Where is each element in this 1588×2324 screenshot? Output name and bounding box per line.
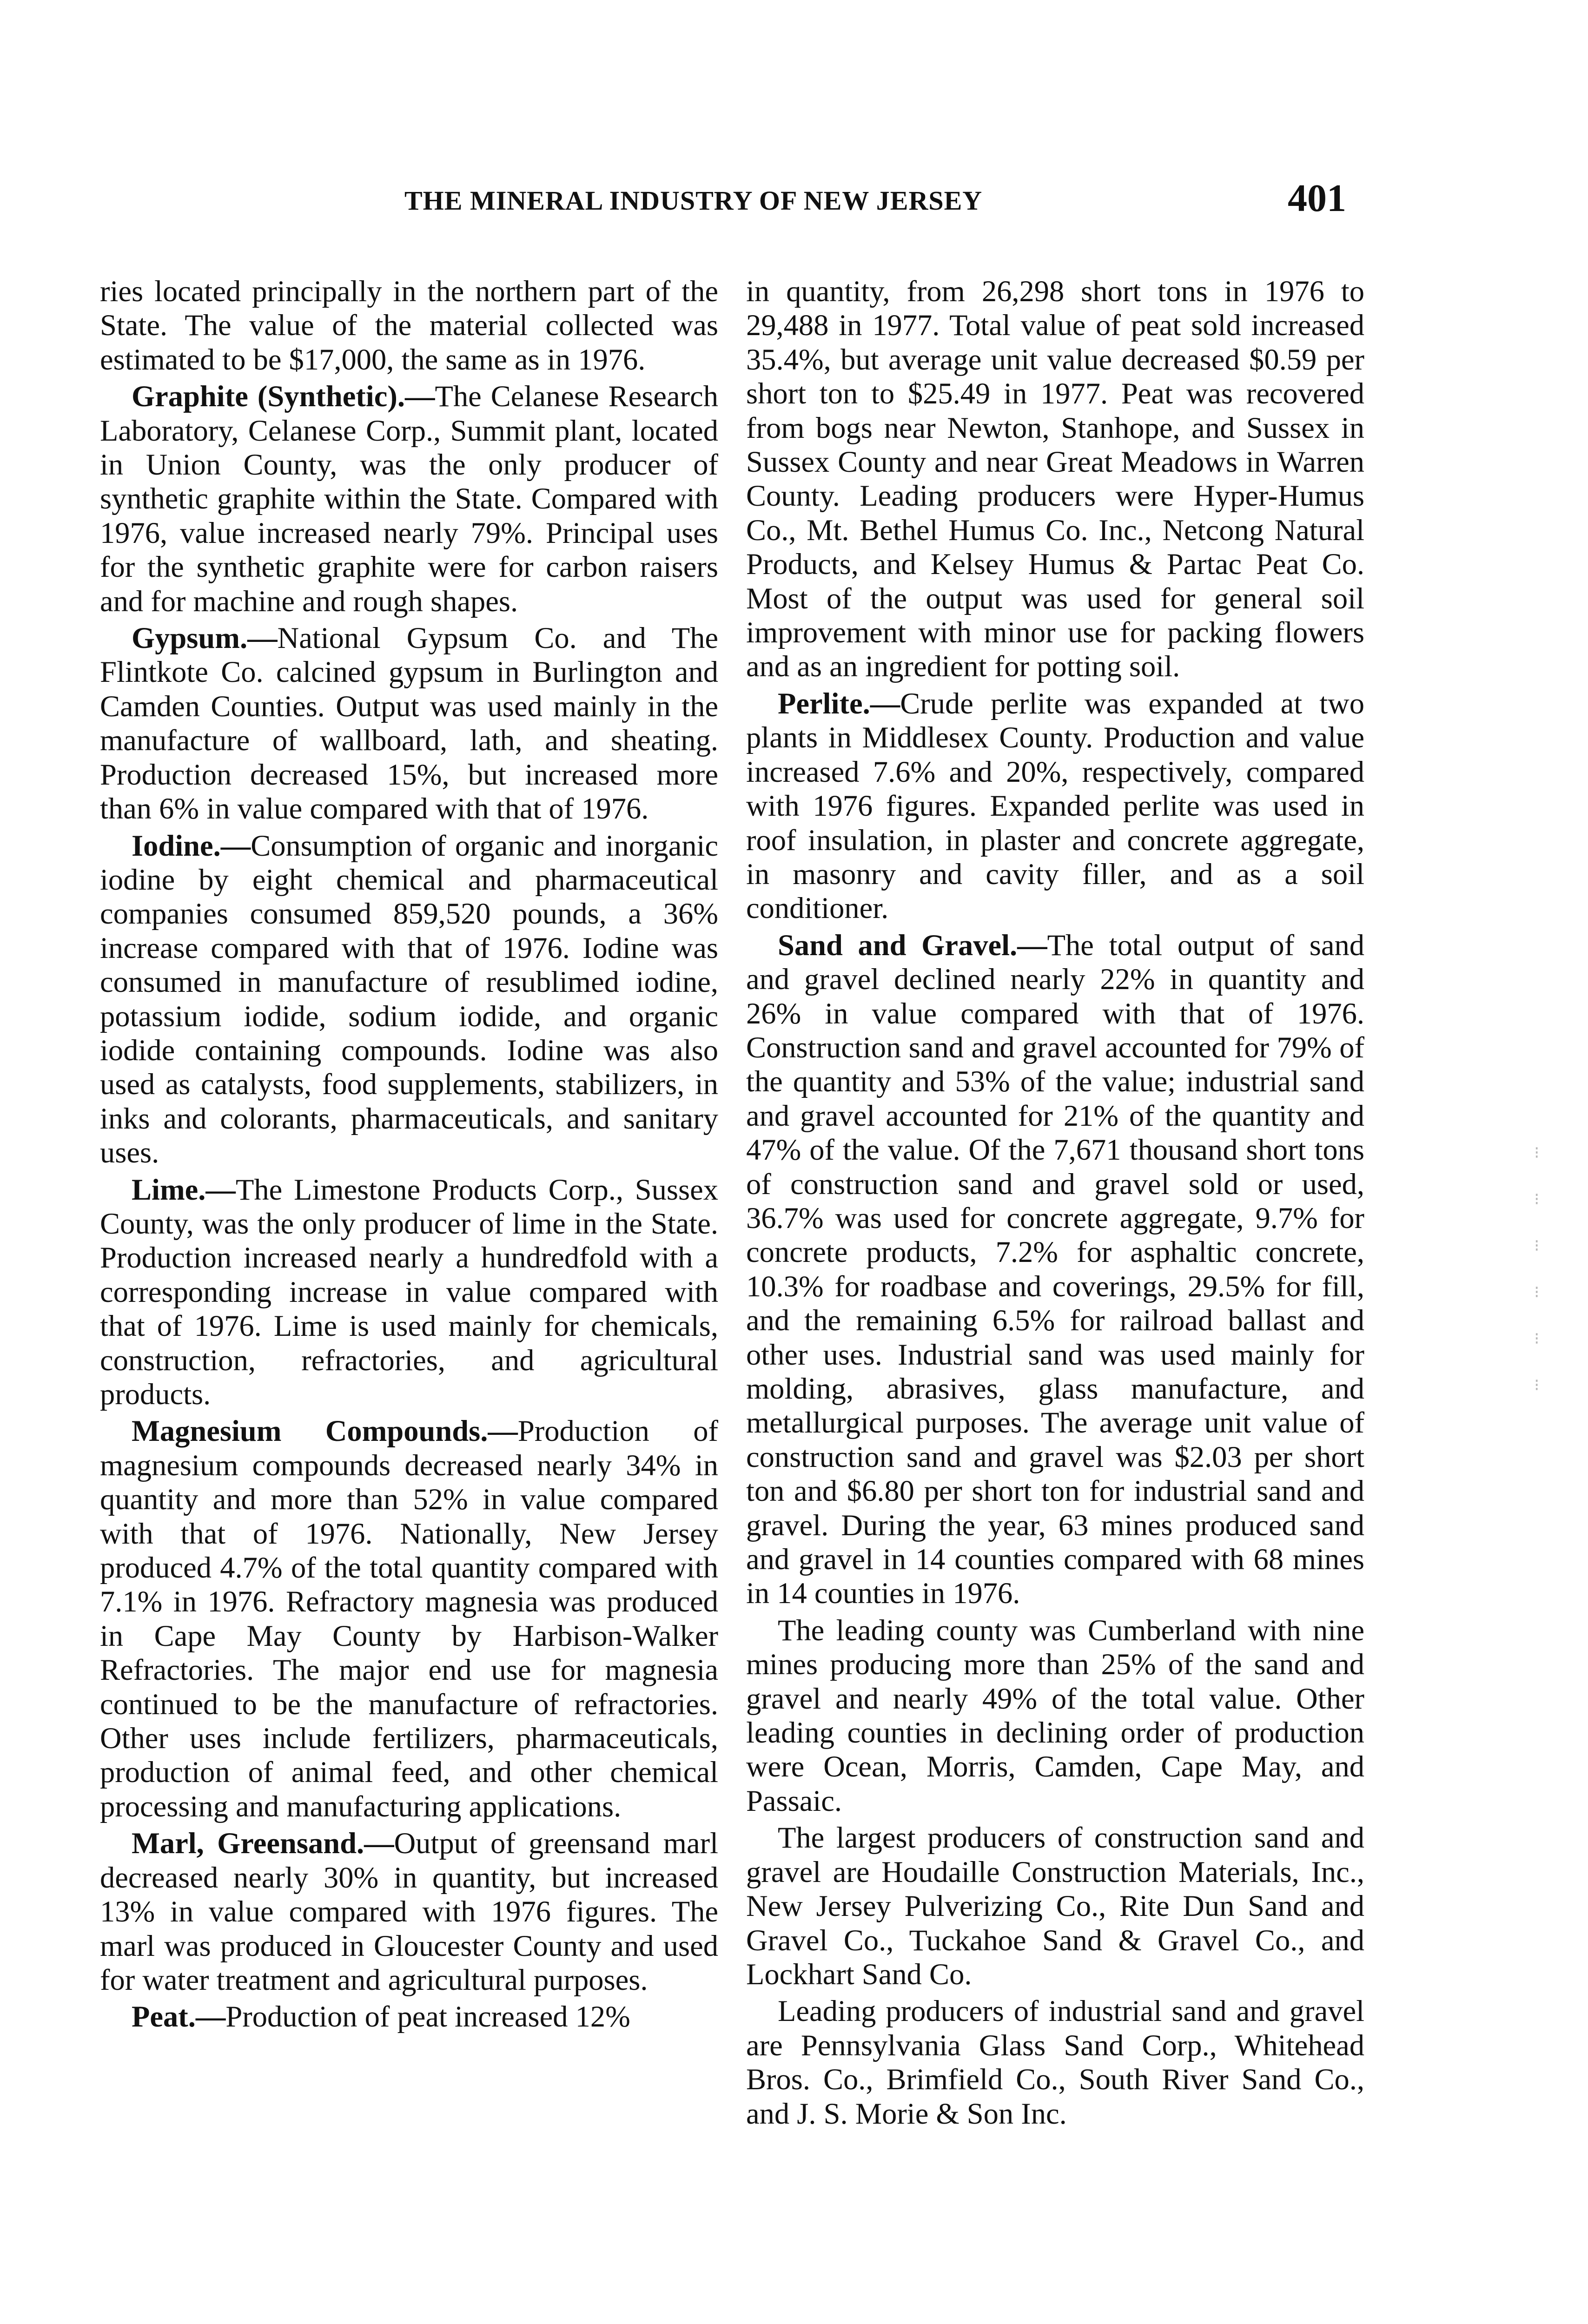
margin-tick: ⁝ bbox=[1534, 1283, 1540, 1301]
section-heading-perlite: Perlite.— bbox=[778, 687, 900, 720]
section-heading-peat: Peat.— bbox=[132, 2000, 226, 2034]
paragraph-largest-producers bbox=[746, 1821, 1364, 1991]
right-column bbox=[746, 274, 1364, 2131]
section-heading-magnesium: Magnesium Compounds.— bbox=[132, 1414, 518, 1448]
margin-tick: ⁝ bbox=[1534, 1376, 1540, 1394]
section-text-perlite: Crude perlite was expanded at two plants in Middlesex County. Production and value increased 7.6% and 20%, respectively, compared with 1976 figures. Expanded perlite was used in roof insulation, in plaster and concrete aggregate, in masonry and cavity filler, and as a soil conditioner. bbox=[746, 687, 1364, 925]
paragraph-industrial-producers bbox=[746, 1994, 1364, 2131]
margin-tick: ⁝ bbox=[1534, 1236, 1540, 1255]
section-text-sand-gravel: The total output of sand and gravel declined nearly 22% in quantity and 26% in value compared with that of 1976. Construction sand and gravel accounted for 79% of the quantity and 53% of the value; industrial sand and gravel accounted for 21% of the quantity and 47% of the value. Of the 7,671 thousand short tons of construction sand and gravel sold or used, 36.7% was used for concrete aggregate, 9.7% for concrete products, 7.2% for asphaltic concrete, 10.3% for roadbase and coverings, 29.5% for fill, and the remaining 6.5% for railroad ballast and other uses. Industrial sand was used mainly for molding, abrasives, glass manufacture, and metallurgical purposes. The average unit value of construction sand and gravel was $2.03 per short ton and $6.80 per short ton for industrial sand and gravel. During the year, 63 mines produced sand and gravel in 14 counties compared with 68 mines in 14 counties in 1976. bbox=[746, 928, 1364, 1610]
section-heading-marl: Marl, Greensand.— bbox=[132, 1827, 394, 1860]
section-text-peat: Production of peat increased 12% bbox=[225, 2000, 630, 2034]
paragraph-text: The largest producers of construction sand and gravel are Houdaille Construction Materials, Inc., New Jersey Pulverizing Co., Rite Dun Sand and Gravel Co., Tuckahoe Sand & Gravel Co., and Lockhart Sand Co. bbox=[746, 1821, 1364, 1991]
section-heading-iodine: Iodine.— bbox=[132, 829, 251, 862]
section-text-gypsum: National Gypsum Co. and The Flintkote Co. calcined gypsum in Burlington and Camden Counties. Output was used mainly in the manufacture of wallboard, lath, and sheating. Production decreased 15%, but increased more than 6% in value compared with that of 1976. bbox=[100, 621, 718, 825]
margin-tick: ⁝ bbox=[1534, 1329, 1540, 1348]
section-text-iodine: Consumption of organic and inorganic iodine by eight chemical and pharmaceutical companies consumed 859,520 pounds, a 36% increase compared with that of 1976. Iodine was consumed in manufacture of resublimed iodine, potassium iodide, sodium iodide, and organic iodide containing compounds. Iodine was also used as catalysts, food supplements, stabilizers, in inks and colorants, pharmaceuticals, and sanitary uses. bbox=[100, 829, 718, 1169]
section-text-lime: The Limestone Products Corp., Sussex County, was the only producer of lime in the State. Production increased nearly a hundredfold with a corresponding increase in value compared with that of 1976. Lime is used mainly for chemicals, construction, refractories, and agricultural products. bbox=[100, 1173, 718, 1411]
running-head: THE MINERAL INDUSTRY OF NEW JERSEY bbox=[404, 185, 983, 216]
section-heading-gypsum: Gypsum.— bbox=[132, 621, 278, 655]
section-text-graphite: The Celanese Research Laboratory, Celanese Corp., Summit plant, located in Union County, was the only producer of synthetic graphite within the State. Compared with 1976, value increased nearly 79%. Principal uses for the synthetic graphite were for carbon raisers and for machine and rough shapes. bbox=[100, 380, 718, 618]
section-lime bbox=[100, 1173, 718, 1412]
section-peat bbox=[100, 2000, 718, 2034]
section-marl bbox=[100, 1826, 718, 1997]
section-perlite bbox=[746, 687, 1364, 925]
paragraph-text: Leading producers of industrial sand and gravel are Pennsylvania Glass Sand Corp., Whitehead Bros. Co., Brimfield Co., South River Sand Co., and J. S. Morie & Son Inc. bbox=[746, 1994, 1364, 2130]
margin-tick: ⁝ bbox=[1534, 1190, 1540, 1208]
section-text-magnesium: Production of magnesium compounds decreased nearly 34% in quantity and more than 52% in value compared with that of 1976. Nationally, New Jersey produced 4.7% of the total quantity compared with 7.1% in 1976. Refractory magnesia was produced in Cape May County by Harbison-Walker Refractories. The major end use for magnesia continued to be the manufacture of refractories. Other uses include fertilizers, pharmaceuticals, production of animal feed, and other chemical processing and manufacturing applications. bbox=[100, 1414, 718, 1823]
section-iodine bbox=[100, 829, 718, 1170]
paragraph-text: The leading county was Cumberland with nine mines producing more than 25% of the sand and gravel and nearly 49% of the total value. Other leading counties in declining order of production were Ocean, Morris, Camden, Cape May, and Passaic. bbox=[746, 1613, 1364, 1817]
section-peat-continued bbox=[746, 274, 1364, 684]
page-number: 401 bbox=[1288, 177, 1346, 220]
section-sand-gravel bbox=[746, 928, 1364, 1611]
section-text-marl: Output of greensand marl decreased nearly 30% in quantity, but increased 13% in value compared with 1976 figures. The marl was produced in Gloucester County and used for water treatment and agricultural purposes. bbox=[100, 1827, 718, 1996]
section-heading-sand-gravel: Sand and Gravel.— bbox=[778, 928, 1047, 962]
section-heading-lime: Lime.— bbox=[132, 1173, 236, 1206]
margin-tick: ⁝ bbox=[1534, 1143, 1540, 1162]
section-graphite bbox=[100, 379, 718, 618]
section-heading-graphite: Graphite (Synthetic).— bbox=[132, 380, 435, 413]
section-text-peat-continued: in quantity, from 26,298 short tons in 1976 to 29,488 in 1977. Total value of peat sold increased 35.4%, but average unit value decreased $0.59 per short ton to $25.49 in 1977. Peat was recovered from bogs near Newton, Stanhope, and Sussex in Sussex County and near Great Meadows in Warren County. Leading producers were Hyper-Humus Co., Mt. Bethel Humus Co. Inc., Netcong Natural Products, and Kelsey Humus & Partac Peat Co. Most of the output was used for general soil improvement with minor use for packing flowers and as an ingredient for potting soil. bbox=[746, 275, 1364, 683]
page-header bbox=[98, 176, 1399, 227]
paragraph-continuation bbox=[100, 274, 718, 376]
section-gypsum bbox=[100, 621, 718, 825]
paragraph-text: ries located principally in the northern part of the State. The value of the material collected was estimated to be $17,000, the same as in 1976. bbox=[100, 275, 718, 376]
paragraph-leading-county bbox=[746, 1613, 1364, 1818]
section-magnesium bbox=[100, 1414, 718, 1823]
scan-margin-marks bbox=[1534, 1129, 1548, 1501]
left-column bbox=[100, 274, 718, 2034]
